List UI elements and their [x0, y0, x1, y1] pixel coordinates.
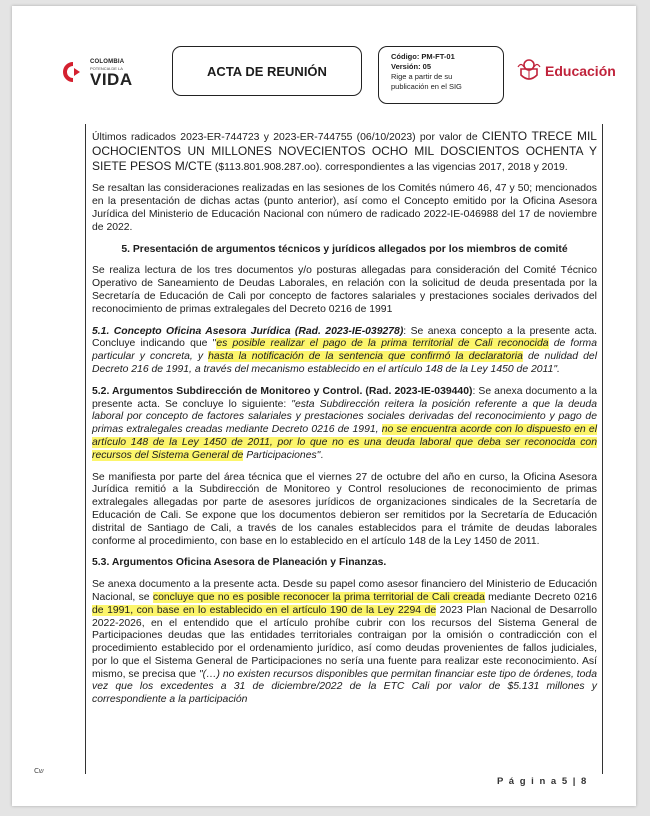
document-validity-line2: publicación en el SIG [391, 82, 462, 91]
highlight-text: hasta la notificación de la sentencia que confirmó la declaratoria [208, 351, 523, 363]
document-code-box [378, 46, 504, 104]
document-validity-line1: Rige a partir de su [391, 72, 453, 81]
section-5-2: 5.2. Argumentos Subdirección de Monitoreo y Control. (Rad. 2023-IE-039440): Se anexa documento a la presente acta. Se concluye lo siguiente: "esta Subdirección reitera la posición referente a que la deuda laboral por concepto de factores salariales y prestaciones sociales derivadas del reconocimiento y pago de primas extralegales creadas mediante Decreto 0216 de 1991, no se encuentra acorde con lo dispuesto en el artículo 148 de la Ley 1450 de 2011, por lo que no es una deuda laboral que deba ser reconocida con recursos del Sistema General de Participaciones". [92, 385, 597, 461]
paragraph-radicados: Últimos radicados 2023-ER-744723 y 2023-ER-744755 (06/10/2023) por valor de CIENTO TRECE MIL OCHOCIENTOS UN MILLONES NOVECIENTOS OCHO MIL DOSCIENTOS OCHENTA Y SIETE PESOS M/CTE ($113.801.908.287.oo). correspondientes a las vigencias 2017, 2018 y 2019. [92, 129, 597, 173]
logo-tagline-text: POTENCIA DE LA [90, 66, 123, 71]
section-5-3-body: Se anexa documento a la presente acta. Desde su papel como asesor financiero del Ministerio de Educación Nacional, se concluye que no es posible reconocer la prima territorial de Cali creada mediante Decreto 0216 de 1991, con base en lo establecido en el artículo 190 de la Ley 2294 de 2023 Plan Nacional de Desarrollo 2022-2026, en el entendido que el artículo prohíbe cubrir con los recursos del Sistema General de Participaciones deudas que las entidades territoriales contraigan por la omisión o contradicción con el procedimiento establecido por el ordenamiento jurídico, así como deudas provenientes de fallos judiciales, por lo que el Sistema General de Participaciones no sería una fuente para realizar este reconocimiento. Así mismo, se precisa que "(…) no existen recursos disponibles que permitan financiar este tipo de órdenes, toda vez que los excedentes a 31 de diciembre/2022 de la ETC Cali por valor de $5.131 millones y correspondiente a la participación [92, 579, 598, 706]
paragraph-technical-area: Se manifiesta por parte del área técnica que el viernes 27 de octubre del año en curso, la Oficina Asesora Jurídica remitió a la Subdirección de Monitoreo y Control resoluciones de reconocimiento de primas extralegales allegadas por parte de asesores jurídicos de organizaciones sindicales de la Secretaría de Educación de Cali. Se expone que los documentos debieron ser remitidos por la Secretaría de Educación distrital de Santiago de Cali, a través de los canales establecidos para el trámite de deudas laborales conforme al procedimiento, con base en lo establecido en el artículo 148 de la Ley 1450 de 2011. [92, 471, 597, 547]
document-title: ACTA DE REUNIÓN [207, 63, 327, 79]
colombia-logo-icon [60, 62, 86, 82]
highlight-text: de 1991, con base en lo establecido en el artículo 190 de la Ley 2294 de [92, 604, 437, 616]
section-5-1: 5.1. Concepto Oficina Asesora Jurídica (Rad. 2023-IE-039278): Se anexa concepto a la presente acta. Concluye indicando que "es posible realizar el pago de la prima territorial de Cali reconocida de forma particular y concreta, y hasta la notificación de la sentencia que confirmó la declaratoria de nulidad del Decreto 216 de 1991, a través del mecanismo establecido en el artículo 148 de la Ley 1450 de 2011". [92, 325, 597, 375]
highlight-text: es posible realizar el pago de la prima territorial de Cali reconocida [216, 338, 549, 350]
page-number: P á g i n a 5 | 8 [497, 776, 588, 787]
logo-vida-text: VIDA [90, 70, 133, 89]
document-title-box [172, 46, 362, 96]
document-body [85, 124, 603, 774]
paragraph-reading: Se realiza lectura de los tres documentos y/o posturas allegadas para consideración del Comité Técnico Operativo de Saneamiento de Deudas Laborales, en relación con la solicitud de deuda presentada por la Secretaría de Educación de Cali por concepto de factores salariales y prestaciones sociales derivados del reconocimiento de primas extralegales del Decreto 0216 de 1991 [92, 265, 597, 315]
document-page [12, 6, 636, 806]
document-code: Código: PM-FT-01 [391, 52, 455, 61]
educacion-logo-text: Educación [545, 63, 616, 79]
paragraph-considerations: Se resaltan las consideraciones realizadas en las sesiones de los Comités número 46, 47 y 50; mencionados en la presentación de dichas actas (punto anterior), así como el Concepto emitido por la Oficina Asesora Jurídica del Ministerio de Educación Nacional con número de radicado 2022-IE-046988 del 17 de noviembre de 2022. [92, 183, 597, 233]
section-5-heading: 5. Presentación de argumentos técnicos y jurídicos allegados por los miembros de comité [121, 243, 568, 255]
section-5-1-title: 5.1. Concepto Oficina Asesora Jurídica (Rad. 2023-IE-039278) [92, 325, 404, 337]
corner-mark: Cש [34, 767, 44, 775]
document-version: Versión: 05 [391, 62, 432, 71]
logo-country-text: COLOMBIA [90, 59, 125, 65]
amount-in-words: CIENTO TRECE MIL OCHOCIENTOS UN MILLONES NOVECIENTOS OCHO MIL DOSCIENTOS OCHENTA Y SIETE PESOS M/CTE [92, 129, 597, 173]
highlight-text: no se encuentra acorde con lo dispuesto en el artículo 148 de la Ley 1450 de 2011, por lo que no es una deuda laboral que deba ser reconocida con recursos del Sistema General de [92, 424, 597, 461]
document-header [12, 6, 636, 128]
highlight-text: concluye que no es posible reconocer la prima territorial de Cali creada [152, 591, 485, 603]
section-5-2-title: 5.2. Argumentos Subdirección de Monitoreo y Control. (Rad. 2023-IE-039440) [92, 385, 473, 397]
coat-of-arms-icon [517, 58, 541, 84]
section-5-3-title: 5.3. Argumentos Oficina Asesora de Planeación y Finanzas. [92, 557, 387, 569]
